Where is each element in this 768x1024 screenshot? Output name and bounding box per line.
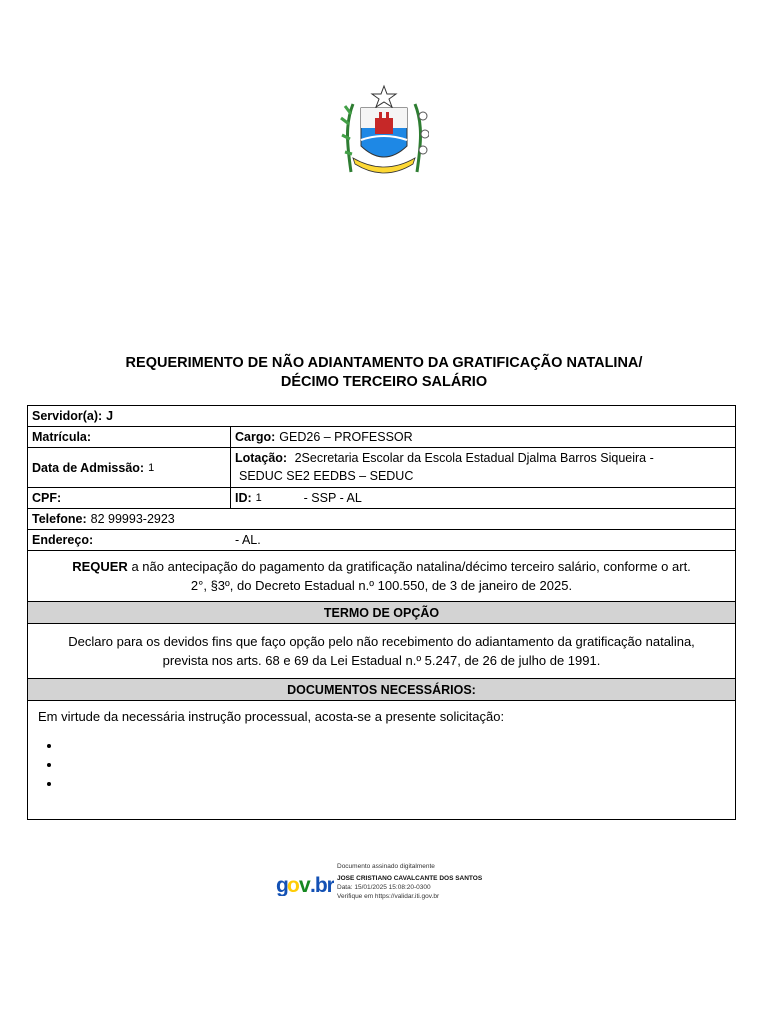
signature-line-1: Documento assinado digitalmente xyxy=(337,863,435,870)
termo-line-2: prevista nos arts. 68 e 69 da Lei Estadual n.º 5.247, de 26 de julho de 1991. xyxy=(162,653,601,668)
svg-text:o: o xyxy=(287,874,299,896)
list-item xyxy=(62,738,725,757)
matricula-label: Matrícula: xyxy=(32,430,92,444)
lotacao-label: Lotação: xyxy=(235,451,288,465)
documentos-intro: Em virtude da necessária instrução processual, acosta-se a presente solicitação: xyxy=(38,709,505,724)
signature-details xyxy=(337,862,482,901)
telefone-cell xyxy=(28,509,179,529)
request-keyword: REQUER xyxy=(72,559,128,574)
endereco-label: Endereço: xyxy=(32,533,94,547)
request-line-2: 2°, §3º, do Decreto Estadual n.º 100.550, de 3 de janeiro de 2025. xyxy=(190,578,573,593)
endereco-value-cell xyxy=(231,530,735,550)
title-line-2: DÉCIMO TERCEIRO SALÁRIO xyxy=(280,374,488,390)
lotacao-line-1: 2Secretaria Escolar da Escola Estadual Djalma Barros Siqueira - xyxy=(294,451,654,465)
list-item xyxy=(62,757,725,776)
cpf-label: CPF: xyxy=(32,491,62,505)
signer-name: JOSE CRISTIANO CAVALCANTE DOS SANTOS xyxy=(337,875,483,882)
documentos-content-row xyxy=(28,701,735,819)
endereco-cell xyxy=(28,530,231,550)
lotacao-cell xyxy=(231,448,735,487)
signature-verify-link[interactable]: Verifique em https://validar.iti.gov.br xyxy=(337,893,440,900)
signature-date: Data: 15/01/2025 15:08:20-0300 xyxy=(337,884,431,891)
list-item xyxy=(62,776,725,795)
servidor-row xyxy=(28,406,735,427)
servidor-label: Servidor(a): xyxy=(32,409,103,423)
telefone-value: 82 99993-2923 xyxy=(90,512,175,526)
id-cell xyxy=(231,488,735,508)
matricula-cargo-row xyxy=(28,427,735,448)
documentos-heading-row xyxy=(28,679,735,701)
state-coat-of-arms-icon xyxy=(339,84,429,178)
termo-text xyxy=(28,624,735,678)
admissao-label: Data de Admissão: xyxy=(32,460,145,475)
endereco-row xyxy=(28,530,735,551)
admissao-value: 1 xyxy=(148,461,155,474)
request-row xyxy=(28,551,735,602)
termo-heading-row xyxy=(28,602,735,624)
svg-text:v: v xyxy=(299,874,310,896)
svg-text:g: g xyxy=(276,874,288,896)
cpf-cell xyxy=(28,488,231,508)
cargo-value: GED26 – PROFESSOR xyxy=(279,430,413,444)
documentos-heading: DOCUMENTOS NECESSÁRIOS: xyxy=(28,679,735,700)
telefone-row xyxy=(28,509,735,530)
termo-line-1: Declaro para os devidos fins que faço opção pelo não recebimento do adiantamento da gratificação natalina, xyxy=(68,634,695,649)
termo-heading: TERMO DE OPÇÃO xyxy=(28,602,735,623)
admissao-lotacao-row xyxy=(28,448,735,488)
request-form xyxy=(27,405,736,820)
request-text xyxy=(28,551,735,601)
documentos-list xyxy=(38,738,725,795)
id-label: ID: xyxy=(235,491,252,505)
admissao-cell xyxy=(28,448,231,487)
termo-text-row xyxy=(28,624,735,679)
endereco-value: - AL. xyxy=(235,533,261,547)
govbr-logo-icon xyxy=(276,872,334,896)
id-value: 1 xyxy=(255,492,262,504)
matricula-cell xyxy=(28,427,231,447)
svg-text:.br: .br xyxy=(310,874,334,896)
servidor-value: J xyxy=(106,409,114,423)
telefone-label: Telefone: xyxy=(32,512,87,526)
cpf-id-row xyxy=(28,488,735,509)
documentos-content xyxy=(28,701,735,819)
document-title xyxy=(0,354,768,392)
id-issuer: - SSP - AL xyxy=(303,491,362,505)
cargo-cell xyxy=(231,427,735,447)
servidor-cell xyxy=(28,406,117,426)
digital-signature-stamp xyxy=(276,862,496,906)
cargo-label: Cargo: xyxy=(235,430,276,444)
request-line-1: a não antecipação do pagamento da gratificação natalina/décimo terceiro salário, conforme o art. xyxy=(131,559,691,574)
lotacao-line-2: SEDUC SE2 EEDBS – SEDUC xyxy=(239,469,414,483)
title-line-1: REQUERIMENTO DE NÃO ADIANTAMENTO DA GRATIFICAÇÃO NATALINA/ xyxy=(125,355,643,371)
